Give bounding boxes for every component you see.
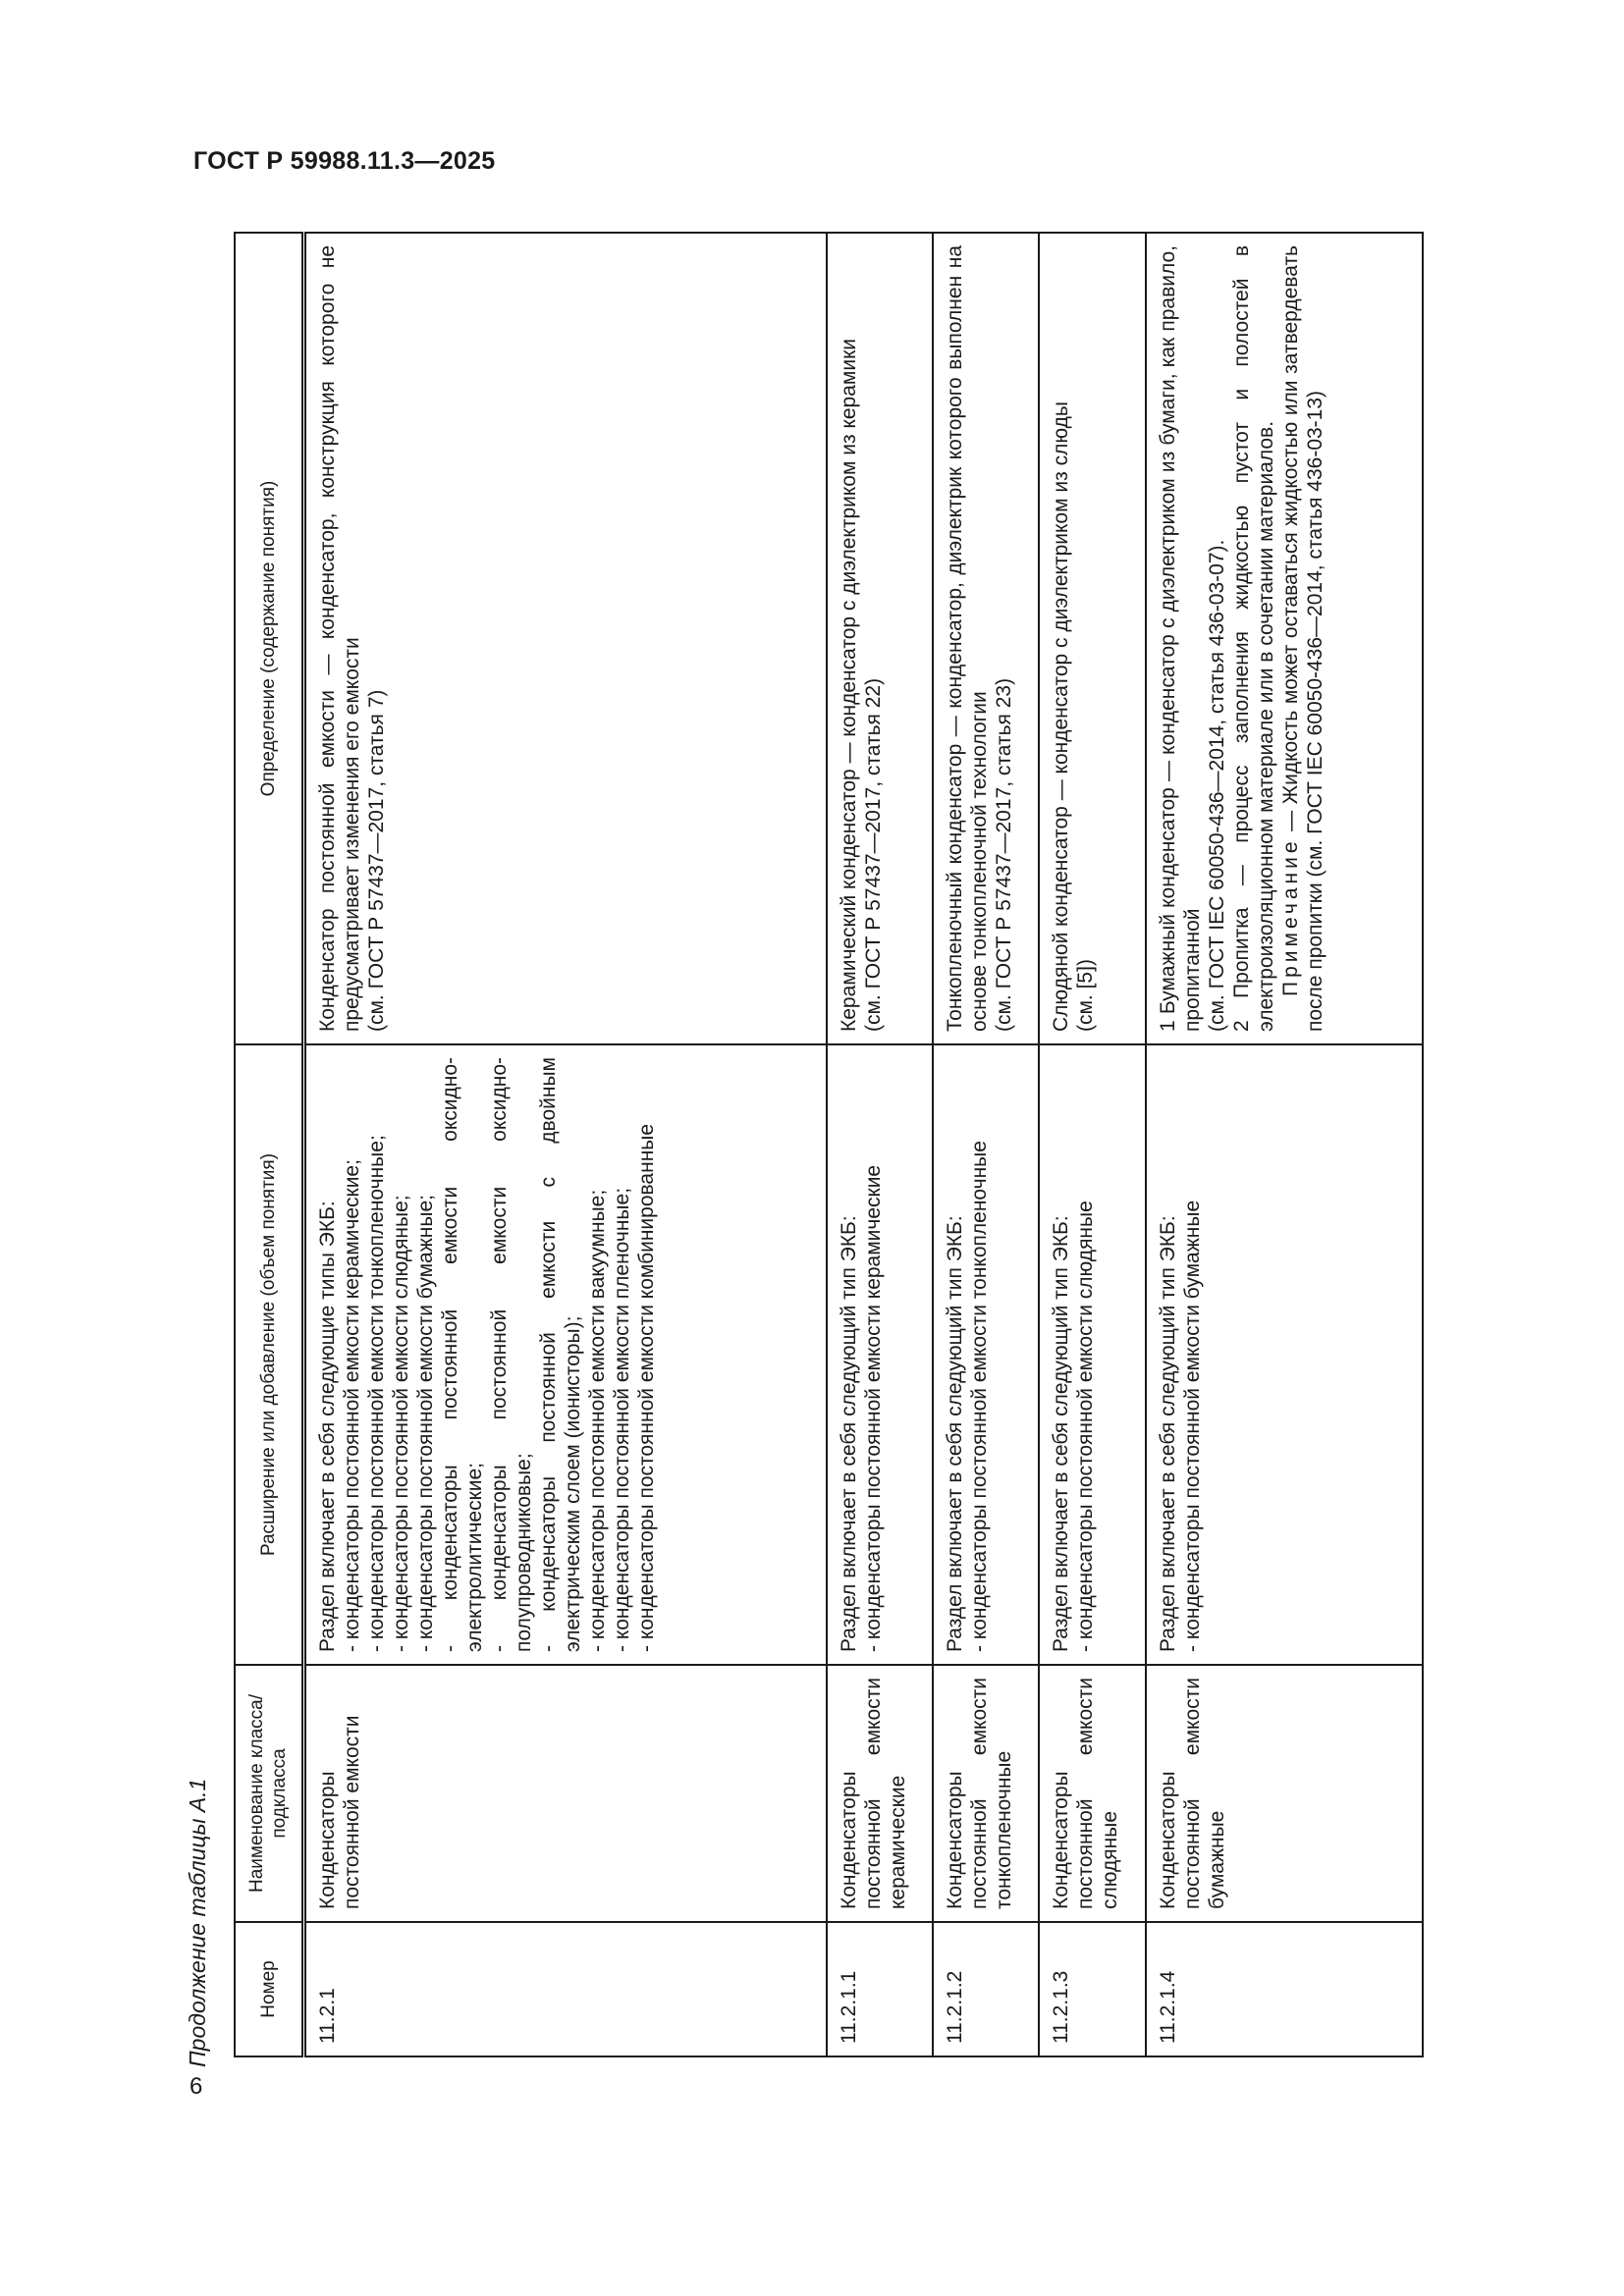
definition-reference: (см. ГОСТ Р 57437—2017, статья 23) — [993, 677, 1016, 1032]
header-definition: Определение (содержание понятия) — [235, 233, 303, 1044]
extension-intro: Раздел включает в себя следующий тип ЭКБ: — [1050, 1215, 1073, 1652]
definition-text: Конденсатор постоянной емкости — конденсатор, конструкция которого не предусматривает изменения его емкости — [315, 245, 363, 1032]
extension-intro: Раздел включает в себя следующий тип ЭКБ: — [944, 1215, 967, 1652]
table-row — [1146, 233, 1424, 2056]
rotated-table-container — [234, 234, 1424, 2057]
definition-reference: (см. ГОСТ Р 57437—2017, статья 22) — [861, 677, 885, 1032]
row-number: 11.2.1 — [303, 1922, 827, 2056]
row-definition — [303, 233, 827, 1044]
row-definition — [1146, 233, 1424, 1044]
row-number: 11.2.1.3 — [1039, 1922, 1145, 2056]
row-definition — [827, 233, 933, 1044]
extension-item: - конденсаторы постоянной емкости керамические; — [340, 1159, 363, 1652]
extension-item: - конденсаторы постоянной емкости слюдяные — [1074, 1201, 1098, 1652]
page-number: 6 — [189, 2073, 203, 2100]
definition-reference: (см. ГОСТ Р 57437—2017, статья 7) — [364, 689, 388, 1032]
extension-item: - конденсаторы постоянной емкости вакуумные; — [585, 1189, 609, 1652]
definition-reference: (см. ГОСТ IEC 60050-436—2014, статья 436-03-07). — [1205, 539, 1228, 1032]
extension-item: - конденсаторы постоянной емкости оксидно-электролитические; — [438, 1057, 486, 1652]
definition-text: 2 Пропитка — процесс заполнения жидкостью пустот и полостей в электроизоляционном материале или в сочетании материалов. — [1229, 245, 1277, 1032]
row-extension — [933, 1044, 1039, 1665]
header-number: Номер — [235, 1922, 303, 2056]
definition-text: Слюдяной конденсатор — конденсатор с диэлектриком из слюды — [1050, 401, 1073, 1032]
definition-text: Тонкопленочный конденсатор — конденсатор, диэлектрик которого выполнен на основе тонкопленочной технологии — [944, 245, 992, 1032]
table-header-row — [235, 233, 303, 2056]
row-extension — [1146, 1044, 1424, 1665]
note-label: Примечание — [1278, 837, 1302, 996]
row-number: 11.2.1.1 — [827, 1922, 933, 2056]
extension-item: - конденсаторы постоянной емкости комбинированные — [634, 1123, 658, 1652]
row-name: Конденсаторы постоянной емкости керамические — [827, 1665, 933, 1922]
row-extension — [303, 1044, 827, 1665]
table-row — [827, 233, 933, 2056]
header-extension: Расширение или добавление (объем понятия) — [235, 1044, 303, 1665]
extension-item: - конденсаторы постоянной емкости керамические — [861, 1164, 885, 1652]
extension-intro: Раздел включает в себя следующий тип ЭКБ: — [837, 1215, 860, 1652]
extension-item: - конденсаторы постоянной емкости слюдяные; — [389, 1195, 412, 1652]
table-row — [933, 233, 1039, 2056]
definition-note — [1278, 245, 1327, 1032]
definition-text: Керамический конденсатор — конденсатор с диэлектриком из керамики — [837, 339, 860, 1032]
table-row — [1039, 233, 1145, 2056]
row-definition — [1039, 233, 1145, 1044]
extension-intro: Раздел включает в себя следующие типы ЭКБ: — [315, 1201, 339, 1652]
row-number: 11.2.1.4 — [1146, 1922, 1424, 2056]
table-row — [303, 233, 827, 2056]
extension-item: - конденсаторы постоянной емкости тонкопленочные — [968, 1141, 992, 1652]
extension-item: - конденсаторы постоянной емкости бумажные — [1180, 1200, 1204, 1652]
row-definition — [933, 233, 1039, 1044]
table-caption: Продолжение таблицы А.1 — [185, 1778, 210, 2067]
extension-item: - конденсаторы постоянной емкости пленочные; — [610, 1187, 633, 1652]
classification-table — [234, 232, 1424, 2057]
row-name: Конденсаторы постоянной емкости тонкопленочные — [933, 1665, 1039, 1922]
extension-item: - конденсаторы постоянной емкости бумажные; — [413, 1195, 437, 1652]
row-extension — [1039, 1044, 1145, 1665]
row-name: Конденсаторы постоянной емкости — [303, 1665, 827, 1922]
row-number: 11.2.1.2 — [933, 1922, 1039, 2056]
extension-item: - конденсаторы постоянной емкости тонкопленочные; — [364, 1135, 388, 1652]
definition-reference: (см. [5]) — [1074, 959, 1098, 1032]
header-name: Наименование класса/подкласса — [235, 1665, 303, 1922]
extension-item: - конденсаторы постоянной емкости оксидно-полупроводниковые; — [487, 1057, 535, 1652]
note-text: — Жидкость может оставаться жидкостью или затвердевать после пропитки (см. ГОСТ IEC 60050-436—2014, статья 436-03-13) — [1278, 245, 1326, 1032]
row-name: Конденсаторы постоянной емкости слюдяные — [1039, 1665, 1145, 1922]
extension-item: - конденсаторы постоянной емкости с двойным электрическим слоем (ионисторы); — [536, 1057, 584, 1652]
row-extension — [827, 1044, 933, 1665]
extension-intro: Раздел включает в себя следующий тип ЭКБ: — [1156, 1215, 1179, 1652]
document-header: ГОСТ Р 59988.11.3—2025 — [193, 147, 496, 175]
row-name: Конденсаторы постоянной емкости бумажные — [1146, 1665, 1424, 1922]
definition-text: 1 Бумажный конденсатор — конденсатор с диэлектриком из бумаги, как правило, пропитанной — [1156, 245, 1204, 1032]
